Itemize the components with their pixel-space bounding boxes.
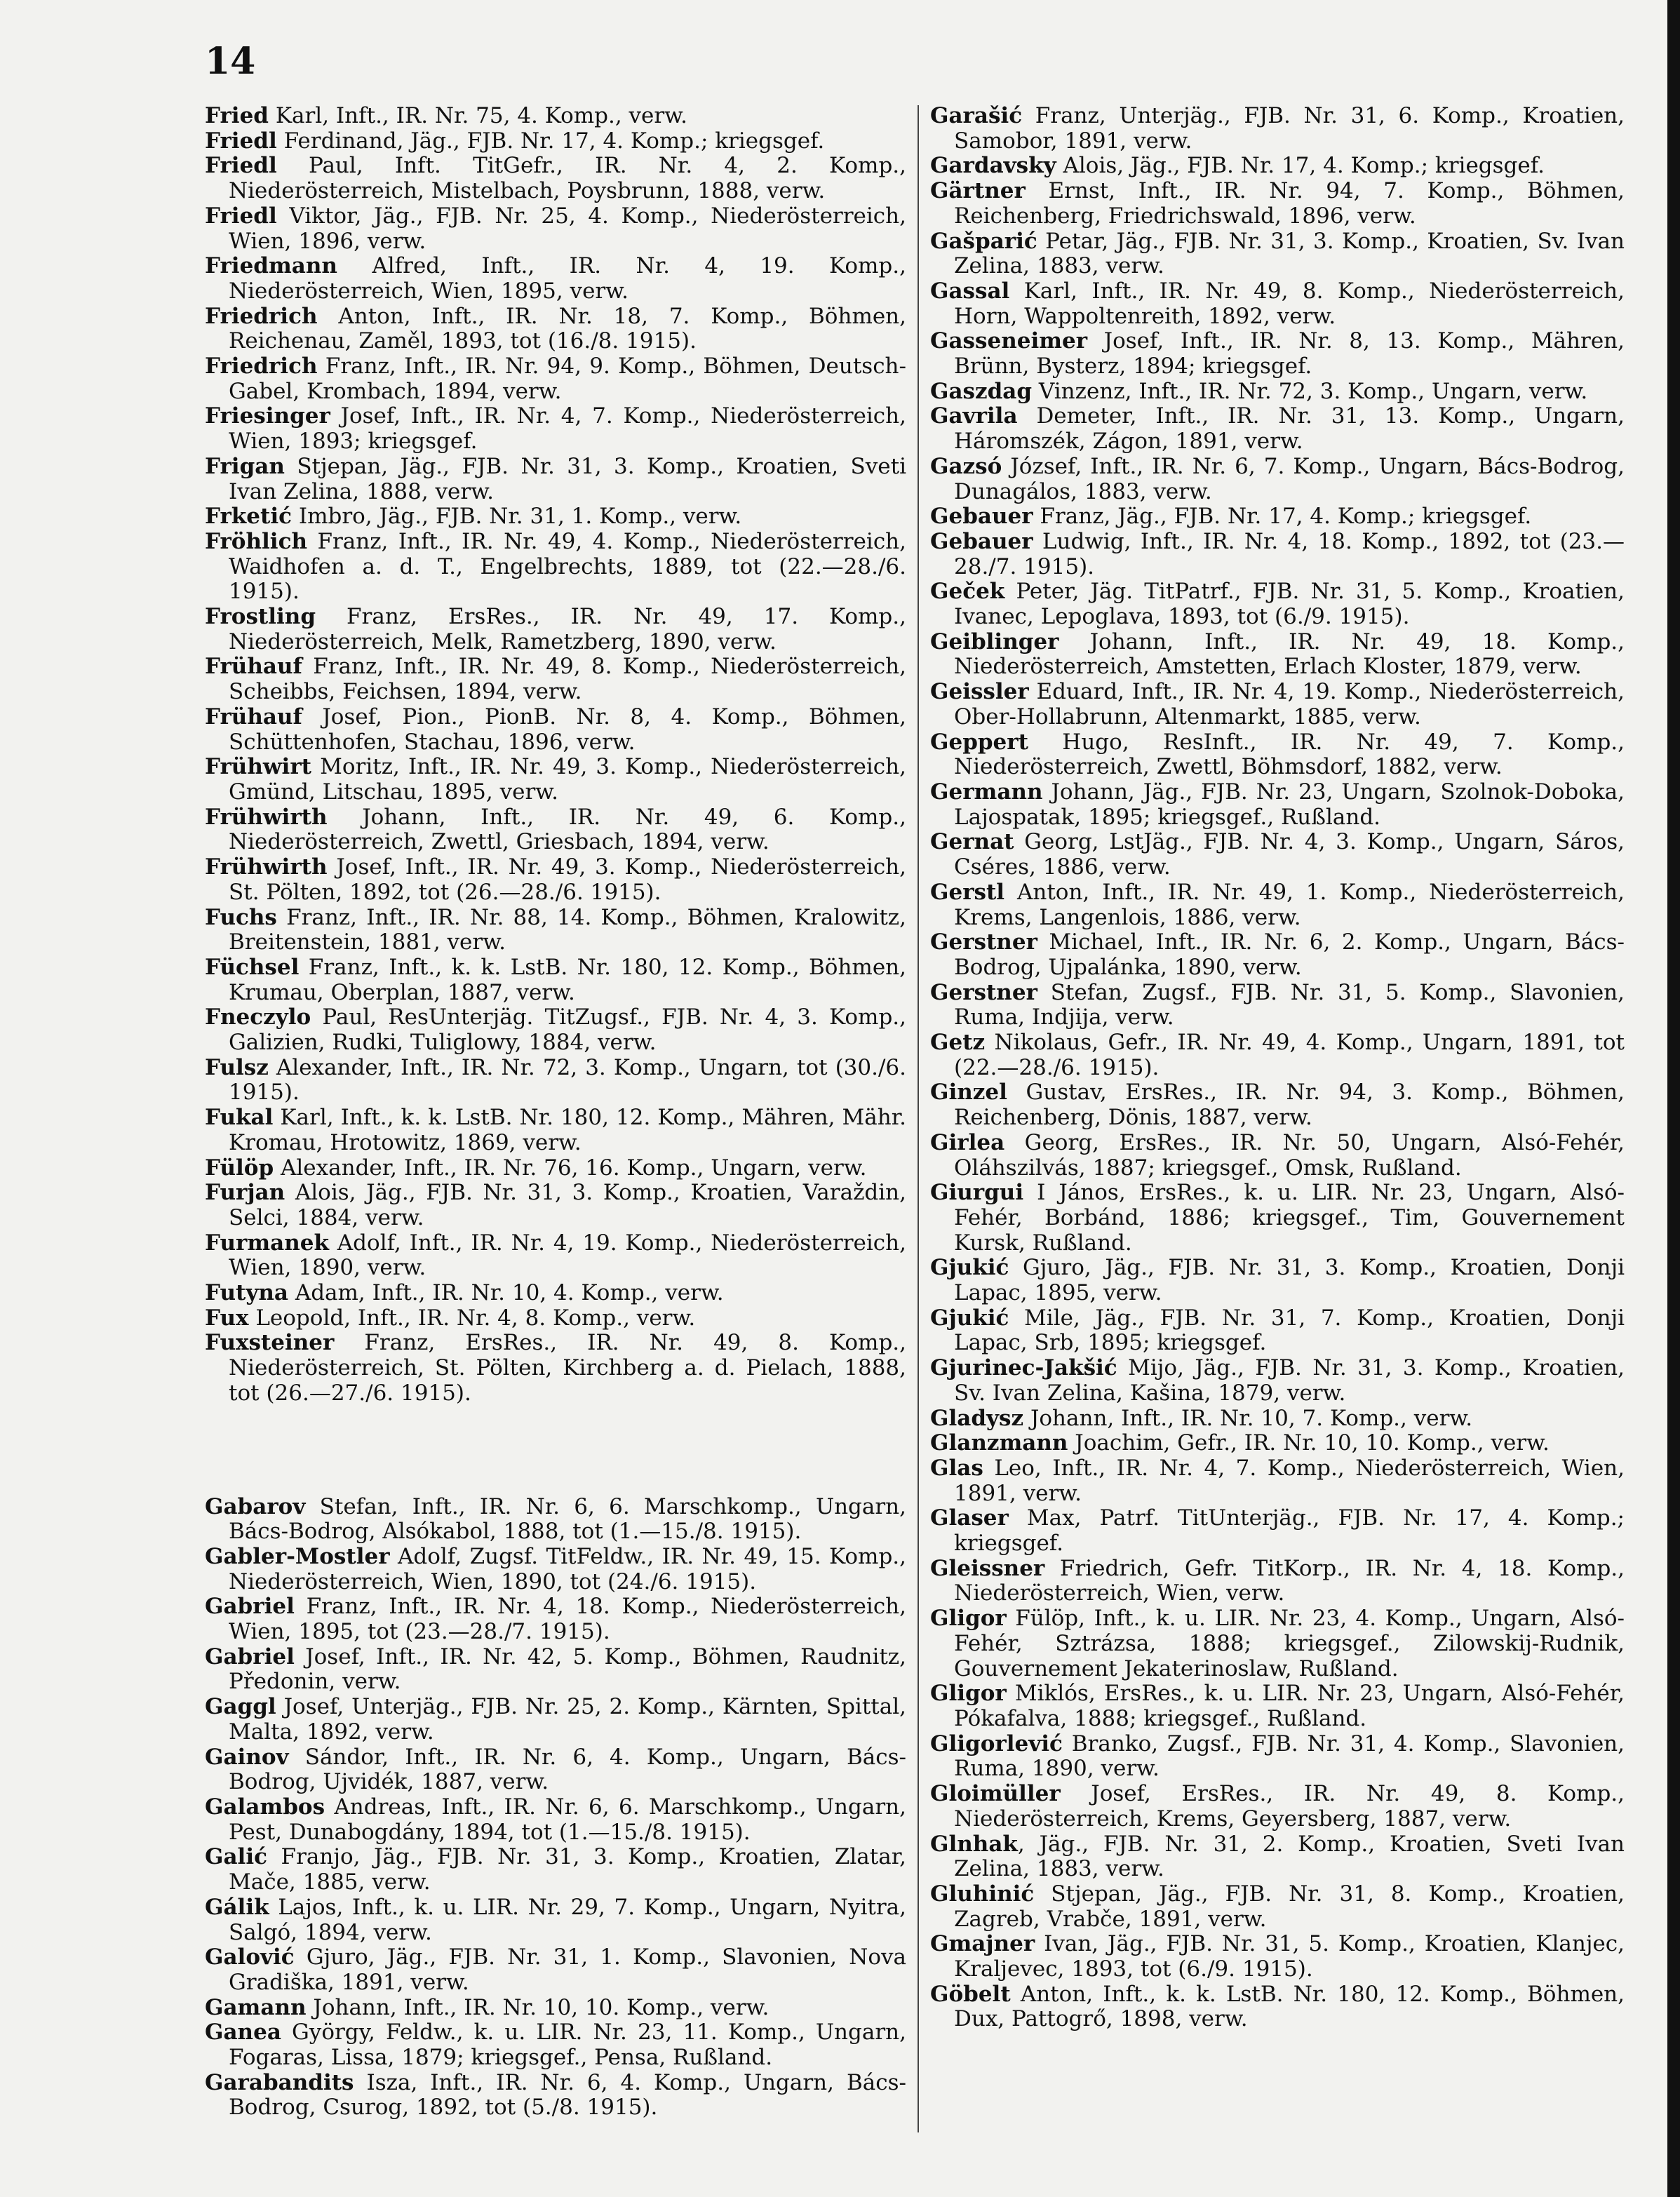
entry-details: Isza, Inft., IR. Nr. 6, 4. Komp., Ungarn, Bács-Bodrog, Csurog, 1892, tot (5./8. 1915). <box>229 2069 906 2121</box>
entry-surname: Friedrich <box>205 354 318 379</box>
entry-surname: Gligorlević <box>930 1731 1063 1756</box>
entry-surname: Gerstner <box>930 929 1037 955</box>
entry-surname: Gjurinec-Jakšić <box>930 1355 1117 1381</box>
entry-surname: Gamann <box>205 1994 307 2020</box>
list-entry <box>930 630 1625 680</box>
entry-details: Leo, Inft., IR. Nr. 4, 7. Komp., Niederösterreich, Wien, 1891, verw. <box>954 1455 1625 1506</box>
list-entry <box>930 530 1625 579</box>
entry-details: Stjepan, Jäg., FJB. Nr. 31, 3. Komp., Kroatien, Sveti Ivan Zelina, 1888, verw. <box>229 453 906 504</box>
entry-surname: Gjukić <box>930 1255 1009 1281</box>
entry-details: Johann, Jäg., FJB. Nr. 23, Ungarn, Szolnok-Doboka, Lajospatak, 1895; kriegsgef., Rußland. <box>954 779 1625 830</box>
entry-surname: Garabandits <box>205 2069 354 2095</box>
entry-surname: Frketić <box>205 504 292 530</box>
entry-details: József, Inft., IR. Nr. 6, 7. Komp., Ungarn, Bács-Bodrog, Dunagálos, 1883, verw. <box>954 453 1625 504</box>
list-entry <box>930 1181 1625 1256</box>
list-entry <box>930 1681 1625 1731</box>
entry-details: Nikolaus, Gefr., IR. Nr. 49, 4. Komp., Ungarn, 1891, tot (22.—28./6. 1915). <box>954 1030 1625 1080</box>
list-entry <box>205 204 906 254</box>
list-entry <box>930 981 1625 1030</box>
list-entry <box>205 1945 906 1995</box>
entry-details: Lajos, Inft., k. u. LIR. Nr. 29, 7. Komp., Ungarn, Nyitra, Salgó, 1894, verw. <box>229 1894 906 1945</box>
entry-surname: Gloimüller <box>930 1781 1061 1807</box>
entry-details: Ferdinand, Jäg., FJB. Nr. 17, 4. Komp.; kriegsgef. <box>276 128 825 154</box>
list-entry <box>205 304 906 354</box>
entry-details: Johann, Inft., IR. Nr. 49, 6. Komp., Niederösterreich, Zwettl, Griesbach, 1894, verw. <box>229 804 906 855</box>
list-entry <box>930 504 1625 530</box>
entry-details: Stjepan, Jäg., FJB. Nr. 31, 8. Komp., Kroatien, Zagreb, Vrabče, 1891, verw. <box>954 1881 1625 1932</box>
list-entry <box>930 1782 1625 1832</box>
section-gap <box>205 1406 906 1495</box>
entry-surname: Galić <box>205 1844 267 1870</box>
entry-details: Max, Patrf. TitUnterjäg., FJB. Nr. 17, 4. Komp.; kriegsgef. <box>954 1505 1625 1557</box>
entry-details: Alois, Jäg., FJB. Nr. 31, 3. Komp., Kroatien, Varaždin, Selci, 1884, verw. <box>229 1180 906 1230</box>
entry-details: Alexander, Inft., IR. Nr. 72, 3. Komp., Ungarn, tot (30./6. 1915). <box>229 1054 906 1106</box>
entry-surname: Gassal <box>930 278 1010 304</box>
entry-details: Stefan, Inft., IR. Nr. 6, 6. Marschkomp., Ungarn, Bács-Bodrog, Alsókabol, 1888, tot (1.—15./8. 1915). <box>229 1493 906 1545</box>
list-entry <box>930 1832 1625 1882</box>
list-entry <box>205 1181 906 1230</box>
entry-details: Adam, Inft., IR. Nr. 10, 4. Komp., verw. <box>288 1280 724 1306</box>
list-entry <box>205 605 906 654</box>
entry-surname: Frühauf <box>205 654 302 680</box>
list-entry <box>930 830 1625 880</box>
list-entry <box>205 955 906 1005</box>
entry-details: Imbro, Jäg., FJB. Nr. 31, 1. Komp., verw. <box>291 504 742 530</box>
list-entry <box>930 404 1625 454</box>
entry-details: Anton, Inft., k. k. LstB. Nr. 180, 12. Komp., Böhmen, Dux, Pattogrő, 1898, verw. <box>954 1981 1625 2032</box>
entry-surname: Füchsel <box>205 954 300 980</box>
list-entry <box>930 1557 1625 1606</box>
entry-details: Gustav, ErsRes., IR. Nr. 94, 3. Komp., Böhmen, Reichenberg, Dönis, 1887, verw. <box>954 1080 1625 1131</box>
entry-details: Adolf, Inft., IR. Nr. 4, 19. Komp., Niederösterreich, Wien, 1890, verw. <box>229 1230 906 1281</box>
entry-surname: Furmanek <box>205 1230 329 1256</box>
entry-surname: Geppert <box>930 729 1028 755</box>
list-entry <box>930 1506 1625 1556</box>
entry-surname: Ginzel <box>930 1080 1007 1106</box>
entry-surname: Fröhlich <box>205 528 307 554</box>
list-entry <box>930 104 1625 154</box>
entry-surname: Frühwirt <box>205 754 311 780</box>
entry-details: Johann, Inft., IR. Nr. 10, 10. Komp., verw. <box>306 1994 770 2020</box>
entry-details: Paul, ResUnterjäg. TitZugsf., FJB. Nr. 4, 3. Komp., Galizien, Rudki, Tuliglowy, 1884, verw. <box>229 1005 906 1056</box>
entry-surname: Gabriel <box>205 1644 295 1669</box>
entry-surname: Göbelt <box>930 1981 1011 2007</box>
entry-details: Franz, Jäg., FJB. Nr. 17, 4. Komp.; kriegsgef. <box>1033 504 1532 530</box>
entry-details: Eduard, Inft., IR. Nr. 4, 19. Komp., Niederösterreich, Ober-Hollabrunn, Altenmarkt, 1885, verw. <box>954 679 1625 730</box>
entry-surname: Gaggl <box>205 1694 276 1720</box>
entry-surname: Fukal <box>205 1105 274 1131</box>
entry-details: Karl, Inft., IR. Nr. 75, 4. Komp., verw. <box>268 103 687 128</box>
entry-surname: Gavrila <box>930 403 1018 429</box>
entry-details: Josef, ErsRes., IR. Nr. 49, 8. Komp., Niederösterreich, Krems, Geyersberg, 1887, verw. <box>954 1781 1625 1832</box>
entry-surname: Geissler <box>930 679 1029 705</box>
entry-details: Gjuro, Jäg., FJB. Nr. 31, 3. Komp., Kroatien, Donji Lapac, 1895, verw. <box>954 1255 1625 1306</box>
entry-surname: Futyna <box>205 1280 288 1306</box>
entry-surname: Gladysz <box>930 1405 1024 1431</box>
entry-details: Stefan, Zugsf., FJB. Nr. 31, 5. Komp., Slavonien, Ruma, Indjija, verw. <box>954 979 1625 1030</box>
list-entry <box>205 1156 906 1181</box>
entry-surname: Getz <box>930 1030 986 1056</box>
left-entries-f <box>205 104 906 1406</box>
list-entry <box>205 1695 906 1745</box>
entry-details: Johann, Inft., IR. Nr. 10, 7. Komp., verw. <box>1023 1405 1473 1431</box>
entry-details: Josef, Inft., IR. Nr. 42, 5. Komp., Böhmen, Raudnitz, Předonin, verw. <box>229 1644 906 1695</box>
entry-details: Fülöp, Inft., k. u. LIR. Nr. 23, 4. Komp., Ungarn, Alsó-Fehér, Sztrázsa, 1888; kriegsgef., Zilowskij-Rudnik, Gouvernement Jekaterinoslaw, Rußland. <box>954 1606 1625 1681</box>
entry-surname: Galović <box>205 1944 295 1970</box>
list-entry <box>930 579 1625 629</box>
page-number: 14 <box>205 40 256 83</box>
list-entry <box>930 1080 1625 1130</box>
entry-surname: Geiblinger <box>930 629 1059 654</box>
entry-surname: Gerstl <box>930 879 1005 905</box>
list-entry <box>930 455 1625 504</box>
entry-surname: Fuxsteiner <box>205 1330 335 1356</box>
list-entry <box>930 279 1625 329</box>
entry-details: Josef, Pion., PionB. Nr. 8, 4. Komp., Böhmen, Schüttenhofen, Stachau, 1896, verw. <box>229 704 906 755</box>
entry-surname: Gluhinić <box>930 1881 1035 1907</box>
list-entry <box>205 354 906 404</box>
list-entry <box>205 1895 906 1945</box>
list-entry <box>930 1606 1625 1681</box>
entry-surname: Fneczylo <box>205 1005 311 1030</box>
entry-surname: Gjukić <box>930 1305 1009 1331</box>
list-entry <box>930 880 1625 930</box>
entry-surname: Gebauer <box>930 504 1033 530</box>
entry-details: Adolf, Zugsf. TitFeldw., IR. Nr. 49, 15. Komp., Niederösterreich, Wien, 1890, tot (24./6. 1915). <box>229 1543 906 1594</box>
right-column <box>930 104 1625 2032</box>
entry-surname: Friedl <box>205 153 277 179</box>
entry-surname: Gerstner <box>930 979 1037 1005</box>
list-entry <box>930 179 1625 229</box>
entry-surname: Gaszdag <box>930 378 1033 404</box>
entry-surname: Gašparić <box>930 228 1037 254</box>
entry-surname: Gebauer <box>930 528 1033 554</box>
list-entry <box>205 104 906 129</box>
entry-surname: Ganea <box>205 2020 281 2045</box>
entry-surname: Garašić <box>930 103 1023 128</box>
entry-details: Michael, Inft., IR. Nr. 6, 2. Komp., Ungarn, Bács-Bodrog, Ujpalánka, 1890, verw. <box>954 929 1625 980</box>
list-entry <box>205 1645 906 1695</box>
entry-surname: Gabriel <box>205 1594 295 1620</box>
entry-surname: Gálik <box>205 1894 269 1920</box>
entry-surname: Geček <box>930 579 1005 605</box>
entry-surname: Friedrich <box>205 303 318 329</box>
entry-details: Branko, Zugsf., FJB. Nr. 31, 4. Komp., Slavonien, Ruma, 1890, verw. <box>954 1731 1625 1782</box>
entry-details: Demeter, Inft., IR. Nr. 31, 13. Komp., Ungarn, Háromszék, Zágon, 1891, verw. <box>954 403 1625 455</box>
entry-surname: Girlea <box>930 1129 1005 1155</box>
entry-details: Anton, Inft., IR. Nr. 49, 1. Komp., Niederösterreich, Krems, Langenlois, 1886, verw. <box>954 879 1625 930</box>
entry-details: Mijo, Jäg., FJB. Nr. 31, 3. Komp., Kroatien, Sv. Ivan Zelina, Kašina, 1879, verw. <box>954 1355 1625 1406</box>
entry-details: Vinzenz, Inft., IR. Nr. 72, 3. Komp., Ungarn, verw. <box>1032 378 1588 404</box>
entry-details: Andreas, Inft., IR. Nr. 6, 6. Marschkomp., Ungarn, Pest, Dunabogdány, 1894, tot (1.—15./8. 1915). <box>229 1794 906 1845</box>
list-entry <box>930 1030 1625 1080</box>
entry-surname: Gligor <box>930 1606 1007 1632</box>
entry-details: Viktor, Jäg., FJB. Nr. 25, 4. Komp., Niederösterreich, Wien, 1896, verw. <box>229 203 906 254</box>
entry-details: Franjo, Jäg., FJB. Nr. 31, 3. Komp., Kroatien, Zlatar, Mače, 1885, verw. <box>229 1844 906 1895</box>
list-entry <box>205 2020 906 2070</box>
list-entry <box>930 1306 1625 1356</box>
entry-details: Friedrich, Gefr. TitKorp., IR. Nr. 4, 18. Komp., Niederösterreich, Wien, verw. <box>954 1555 1625 1606</box>
entry-surname: Friedmann <box>205 253 337 279</box>
list-entry <box>930 930 1625 980</box>
entry-surname: Frühauf <box>205 704 302 730</box>
entry-details: Karl, Inft., IR. Nr. 49, 8. Komp., Niederösterreich, Horn, Wappoltenreith, 1892, verw. <box>954 278 1625 329</box>
entry-details: Georg, ErsRes., IR. Nr. 50, Ungarn, Alsó-Fehér, Oláhszilvás, 1887; kriegsgef., Omsk, Rußland. <box>954 1129 1625 1181</box>
list-entry <box>930 1882 1625 1932</box>
entry-surname: Furjan <box>205 1180 285 1206</box>
list-entry <box>930 1256 1625 1305</box>
entry-details: Leopold, Inft., IR. Nr. 4, 8. Komp., verw. <box>248 1305 696 1331</box>
right-entries <box>930 104 1625 2032</box>
entry-surname: Friesinger <box>205 403 330 429</box>
entry-details: , Jäg., FJB. Nr. 31, 2. Komp., Kroatien, Sveti Ivan Zelina, 1883, verw. <box>954 1831 1625 1882</box>
list-entry <box>930 229 1625 279</box>
list-entry <box>930 1406 1625 1432</box>
entry-details: Georg, LstJäg., FJB. Nr. 4, 3. Komp., Ungarn, Sáros, Cséres, 1886, verw. <box>954 829 1625 880</box>
entry-details: Moritz, Inft., IR. Nr. 49, 3. Komp., Niederösterreich, Gmünd, Litschau, 1895, verw. <box>229 754 906 805</box>
entry-surname: Friedl <box>205 128 277 154</box>
list-entry <box>930 730 1625 780</box>
entry-details: Franz, ErsRes., IR. Nr. 49, 8. Komp., Niederösterreich, St. Pölten, Kirchberg a. d. Pielach, 1888, tot (26.—27./6. 1915). <box>229 1330 906 1406</box>
entry-surname: Fulsz <box>205 1054 269 1080</box>
entry-details: Franz, Inft., IR. Nr. 49, 8. Komp., Niederösterreich, Scheibbs, Feichsen, 1894, verw. <box>229 654 906 705</box>
list-entry <box>205 1331 906 1406</box>
list-entry <box>205 154 906 203</box>
entry-details: Paul, Inft. TitGefr., IR. Nr. 4, 2. Komp., Niederösterreich, Mistelbach, Poysbrunn, 1888, verw. <box>229 153 906 204</box>
list-entry <box>205 1281 906 1306</box>
list-entry <box>205 1795 906 1845</box>
list-entry <box>930 1732 1625 1782</box>
entry-details: Ernst, Inft., IR. Nr. 94, 7. Komp., Böhmen, Reichenberg, Friedrichswald, 1896, verw. <box>954 178 1625 229</box>
entry-surname: Glas <box>930 1455 983 1481</box>
entry-surname: Friedl <box>205 203 277 229</box>
entry-details: Gjuro, Jäg., FJB. Nr. 31, 1. Komp., Slavonien, Nova Gradiška, 1891, verw. <box>229 1944 906 1995</box>
list-entry <box>930 1932 1625 1982</box>
entry-details: Franz, ErsRes., IR. Nr. 49, 17. Komp., Niederösterreich, Melk, Rametzberg, 1890, verw. <box>229 604 906 654</box>
entry-surname: Fuchs <box>205 904 277 930</box>
list-entry <box>205 1106 906 1155</box>
entry-details: Franz, Inft., IR. Nr. 4, 18. Komp., Niederösterreich, Wien, 1895, tot (23.—28./7. 1915). <box>229 1594 906 1645</box>
entry-details: Josef, Inft., IR. Nr. 49, 3. Komp., Niederösterreich, St. Pölten, 1892, tot (26.—28./6. 1915). <box>229 854 906 905</box>
list-entry <box>930 680 1625 730</box>
list-entry <box>205 1231 906 1281</box>
list-entry <box>930 780 1625 830</box>
entry-surname: Giurgui <box>930 1180 1024 1206</box>
entry-surname: Glaser <box>930 1505 1009 1531</box>
list-entry <box>205 1005 906 1055</box>
list-entry <box>205 755 906 805</box>
list-entry <box>930 154 1625 179</box>
entry-surname: Gabarov <box>205 1493 306 1519</box>
list-entry <box>205 1056 906 1106</box>
entry-surname: Gardavsky <box>930 153 1056 179</box>
list-entry <box>930 329 1625 379</box>
list-entry <box>930 1982 1625 2032</box>
list-entry <box>930 1131 1625 1181</box>
entry-details: Alfred, Inft., IR. Nr. 4, 19. Komp., Niederösterreich, Wien, 1895, verw. <box>229 253 906 304</box>
list-entry <box>205 906 906 955</box>
entry-surname: Frühwirth <box>205 854 328 880</box>
entry-details: Alois, Jäg., FJB. Nr. 17, 4. Komp.; kriegsgef. <box>1056 153 1545 179</box>
entry-details: Peter, Jäg. TitPatrf., FJB. Nr. 31, 5. Komp., Kroatien, Ivanec, Lepoglava, 1893, tot (6./9. 1915). <box>954 579 1625 630</box>
entry-details: Mile, Jäg., FJB. Nr. 31, 7. Komp., Kroatien, Donji Lapac, Srb, 1895; kriegsgef. <box>954 1305 1625 1356</box>
entry-details: Karl, Inft., k. k. LstB. Nr. 180, 12. Komp., Mähren, Mähr. Kromau, Hrotowitz, 1869, verw. <box>229 1105 906 1155</box>
entry-surname: Fülöp <box>205 1155 274 1181</box>
entry-surname: Gainov <box>205 1744 289 1770</box>
entry-details: Sándor, Inft., IR. Nr. 6, 4. Komp., Ungarn, Bács-Bodrog, Ujvidék, 1887, verw. <box>229 1744 906 1795</box>
entry-details: Josef, Unterjäg., FJB. Nr. 25, 2. Komp., Kärnten, Spittal, Malta, 1892, verw. <box>229 1694 906 1745</box>
entry-surname: Gernat <box>930 829 1014 855</box>
entry-surname: Frigan <box>205 453 285 479</box>
list-entry <box>205 855 906 905</box>
entry-surname: Galambos <box>205 1794 325 1820</box>
entry-surname: Frühwirth <box>205 804 328 830</box>
entry-surname: Gleissner <box>930 1555 1045 1581</box>
entry-details: Franz, Inft., IR. Nr. 94, 9. Komp., Böhmen, Deutsch-Gabel, Krombach, 1894, verw. <box>229 354 906 404</box>
entry-details: Hugo, ResInft., IR. Nr. 49, 7. Komp., Niederösterreich, Zwettl, Böhmsdorf, 1882, verw. <box>954 729 1625 780</box>
entry-details: Franz, Inft., IR. Nr. 88, 14. Komp., Böhmen, Kralowitz, Breitenstein, 1881, verw. <box>229 904 906 955</box>
entry-surname: Fux <box>205 1305 249 1331</box>
list-entry <box>205 504 906 530</box>
entry-surname: Gärtner <box>930 178 1026 204</box>
list-entry <box>205 1545 906 1594</box>
list-entry <box>930 379 1625 405</box>
entry-details: Alexander, Inft., IR. Nr. 76, 16. Komp., Ungarn, verw. <box>274 1155 867 1181</box>
entry-details: Johann, Inft., IR. Nr. 49, 18. Komp., Niederösterreich, Amstetten, Erlach Kloster, 1879, verw. <box>954 629 1625 680</box>
list-entry <box>205 455 906 504</box>
entry-details: Josef, Inft., IR. Nr. 8, 13. Komp., Mähren, Brünn, Bysterz, 1894; kriegsgef. <box>954 328 1625 379</box>
list-entry <box>205 705 906 755</box>
list-entry <box>930 1456 1625 1506</box>
entry-details: I János, ErsRes., k. u. LIR. Nr. 23, Ungarn, Alsó-Fehér, Borbánd, 1886; kriegsgef., Tim, Gouvernement Kursk, Rußland. <box>954 1180 1625 1256</box>
list-entry <box>930 1356 1625 1406</box>
scan-edge <box>1667 0 1680 2197</box>
list-entry <box>205 254 906 304</box>
entry-surname: Gligor <box>930 1681 1007 1707</box>
list-entry <box>205 1996 906 2021</box>
entry-details: Ivan, Jäg., FJB. Nr. 31, 5. Komp., Kroatien, Klanjec, Kraljevec, 1893, tot (6./9. 1915). <box>954 1931 1625 1982</box>
entry-surname: Frostling <box>205 604 316 630</box>
entry-surname: Gmajner <box>930 1931 1035 1957</box>
entry-details: Joachim, Gefr., IR. Nr. 10, 10. Komp., verw. <box>1068 1430 1550 1456</box>
entry-details: Anton, Inft., IR. Nr. 18, 7. Komp., Böhmen, Reichenau, Zaměl, 1893, tot (16./8. 1915). <box>229 303 906 354</box>
list-entry <box>205 1495 906 1545</box>
list-entry <box>205 1306 906 1331</box>
list-entry <box>205 404 906 454</box>
entry-details: Petar, Jäg., FJB. Nr. 31, 3. Komp., Kroatien, Sv. Ivan Zelina, 1883, verw. <box>954 228 1625 279</box>
entry-surname: Gasseneimer <box>930 328 1088 354</box>
list-entry <box>205 2071 906 2121</box>
list-entry <box>930 1431 1625 1456</box>
list-entry <box>205 1594 906 1644</box>
entry-surname: Gabler-Mostler <box>205 1543 390 1569</box>
entry-surname: Glanzmann <box>930 1430 1068 1456</box>
column-divider <box>918 105 919 2132</box>
entry-surname: Glnhak <box>930 1831 1018 1857</box>
list-entry <box>205 654 906 704</box>
entry-details: Franz, Inft., IR. Nr. 49, 4. Komp., Niederösterreich, Waidhofen a. d. T., Engelbrechts, 1889, tot (22.—28./6. 1915). <box>229 528 906 605</box>
entry-surname: Fried <box>205 103 269 128</box>
entry-details: Ludwig, Inft., IR. Nr. 4, 18. Komp., 1892, tot (23.—28./7. 1915). <box>954 528 1625 579</box>
entry-details: György, Feldw., k. u. LIR. Nr. 23, 11. Komp., Ungarn, Fogaras, Lissa, 1879; kriegsgef., Pensa, Rußland. <box>229 2020 906 2071</box>
list-entry <box>205 1845 906 1895</box>
left-column <box>205 104 906 2121</box>
entry-details: Franz, Unterjäg., FJB. Nr. 31, 6. Komp., Kroatien, Samobor, 1891, verw. <box>954 103 1625 154</box>
entry-details: Franz, Inft., k. k. LstB. Nr. 180, 12. Komp., Böhmen, Krumau, Oberplan, 1887, verw. <box>229 954 906 1005</box>
list-entry <box>205 129 906 154</box>
entry-surname: Gazsó <box>930 453 1002 479</box>
entry-details: Miklós, ErsRes., k. u. LIR. Nr. 23, Ungarn, Alsó-Fehér, Pókafalva, 1888; kriegsgef., Rußland. <box>954 1681 1625 1731</box>
entry-surname: Germann <box>930 779 1043 805</box>
list-entry <box>205 530 906 605</box>
list-entry <box>205 1745 906 1795</box>
list-entry <box>205 805 906 855</box>
entry-details: Josef, Inft., IR. Nr. 4, 7. Komp., Niederösterreich, Wien, 1893; kriegsgef. <box>229 403 906 455</box>
left-entries-g <box>205 1495 906 2121</box>
